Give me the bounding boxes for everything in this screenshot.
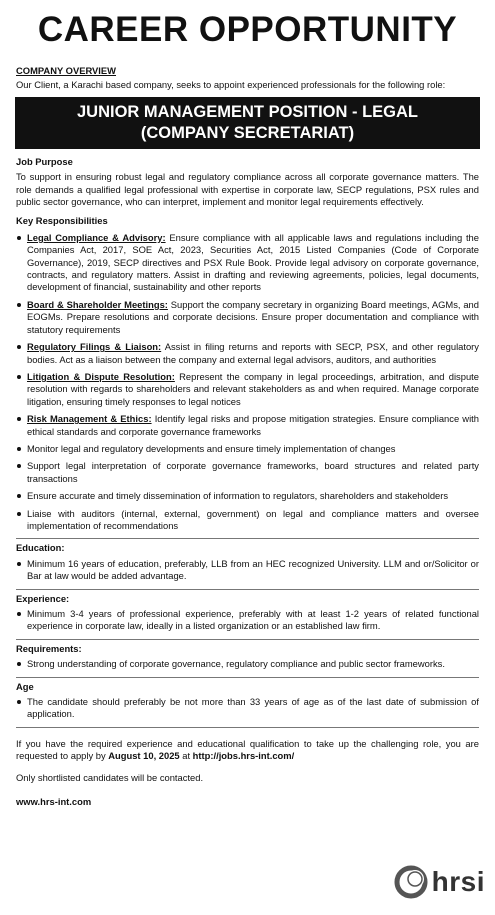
role-title-box xyxy=(15,97,480,149)
responsibility-item xyxy=(16,371,479,408)
header-banner xyxy=(0,0,495,48)
hrsi-logo xyxy=(394,865,485,899)
company-overview-heading: COMPANY OVERVIEW xyxy=(16,65,117,76)
responsibility-text: Represent the company in legal proceedings, arbitration, and dispute resolution with regards to shareholders and relevant stakeholders as and when required. Manage corporate litigation, ensuring timely responses to legal notices xyxy=(27,370,479,407)
section-divider xyxy=(16,589,479,590)
responsibility-item xyxy=(16,443,479,455)
section-divider xyxy=(16,639,479,640)
shortlist-note: Only shortlisted candidates will be contacted. xyxy=(16,772,204,784)
responsibility-item xyxy=(16,413,479,438)
section-divider xyxy=(16,677,479,678)
responsibility-lead: Litigation & Dispute Resolution: xyxy=(27,370,175,382)
responsibility-text: Assist in filing returns and reports with SECP, PSX, and other regulatory bodies. Act as a liaison between the company and external legal advisors, auditors, and authorities xyxy=(27,341,479,365)
apply-prefix: If you have the required experience and educational qualification to take up the challenging role, you are requested to apply by xyxy=(16,737,479,762)
responsibility-text: Liaise with auditors (internal, external, government) on legal and compliance matters and oversee implementation of recommendations xyxy=(27,507,479,531)
company-overview-text: Our Client, a Karachi based company, seeks to appoint experienced professionals for the following role: xyxy=(16,79,446,91)
age-item: The candidate should preferably be not more than 33 years of age as of the last date of submission of application. xyxy=(16,696,479,721)
responsibility-text: Identify legal risks and propose mitigation strategies. Ensure compliance with ethical standards and corporate governance frameworks xyxy=(27,413,479,437)
education-list xyxy=(16,558,479,583)
requirements-heading: Requirements: xyxy=(16,642,82,654)
role-title-line1: JUNIOR MANAGEMENT POSITION - LEGAL xyxy=(76,102,418,121)
responsibility-text: Support legal interpretation of corporate governance frameworks, board structures and related party transactions xyxy=(27,460,479,484)
responsibility-item xyxy=(16,490,479,502)
apply-deadline: August 10, 2025 xyxy=(108,750,180,762)
responsibility-text: Support the company secretary in organizing Board meetings, AGMs, and EOGMs. Prepare resolutions and corporate decisions. Ensure proper documentation and compliance with statutory requirements xyxy=(27,298,479,335)
experience-list xyxy=(16,608,479,633)
requirements-list xyxy=(16,658,479,670)
job-purpose-heading: Job Purpose xyxy=(16,155,73,167)
hrsi-logo-text: hrsi xyxy=(431,866,485,897)
responsibility-lead: Regulatory Filings & Liaison: xyxy=(27,341,162,353)
responsibility-text: Ensure compliance with all applicable laws and regulations including the Companies Act, 2017, SOE Act, 2023, Securities Act, 2015 Listed Companies (Code of Corporate Governance), 2019, SECP directives and PSX Rule Book. Provide legal advisory on corporate governance, contracts, and regulatory matters. Assist in drafting and reviewing agreements, policies, legal documents, development of financial, sustainability and other reports xyxy=(27,231,479,293)
responsibility-item xyxy=(16,232,479,294)
apply-instructions xyxy=(16,738,479,763)
responsibility-text: Monitor legal and regulatory developments and ensure timely implementation of changes xyxy=(27,442,396,454)
responsibility-lead: Risk Management & Ethics: xyxy=(27,413,152,425)
responsibility-text: Ensure accurate and timely dissemination of information to regulators, shareholders and stakeholders xyxy=(27,490,449,502)
apply-middle: at xyxy=(179,750,193,762)
age-heading: Age xyxy=(16,680,34,692)
experience-item: Minimum 3-4 years of professional experience, preferably with at least 1-2 years of related functional experience in corporate law, ideally in a listed organization or an established law firm. xyxy=(16,608,479,633)
responsibility-item xyxy=(16,299,479,336)
job-purpose-text: To support in ensuring robust legal and regulatory compliance across all corporate governance matters. The role demands a qualified legal professional with expertise in corporate law, SECP regulations, PSX rules and public sector governance, who can interpret, implement and monitor legal requirements effectively. xyxy=(16,171,479,208)
responsibility-item xyxy=(16,460,479,485)
page-title: CAREER OPPORTUNITY xyxy=(37,10,458,49)
experience-heading: Experience: xyxy=(16,592,70,604)
education-item: Minimum 16 years of education, preferably, LLB from an HEC recognized University. LLM and or/Solicitor or Bar at law would be added advantage. xyxy=(16,558,479,583)
website-link[interactable]: www.hrs-int.com xyxy=(16,796,92,808)
hrsi-ring-icon xyxy=(394,865,428,899)
education-heading: Education: xyxy=(16,542,65,554)
requirements-item: Strong understanding of corporate governance, regulatory compliance and public sector frameworks. xyxy=(16,658,479,670)
section-divider xyxy=(16,538,479,539)
role-title-line2: (COMPANY SECRETARIAT) xyxy=(140,123,355,142)
responsibility-item xyxy=(16,341,479,366)
age-list xyxy=(16,696,479,721)
responsibilities-heading: Key Responsibilities xyxy=(16,215,108,227)
responsibilities-list xyxy=(16,232,479,533)
responsibility-item xyxy=(16,508,479,533)
apply-link[interactable]: http://jobs.hrs-int.com/ xyxy=(192,750,295,762)
ad-body xyxy=(0,65,495,809)
responsibility-lead: Board & Shareholder Meetings: xyxy=(27,298,168,310)
responsibility-lead: Legal Compliance & Advisory: xyxy=(27,231,166,243)
section-divider xyxy=(16,727,479,728)
